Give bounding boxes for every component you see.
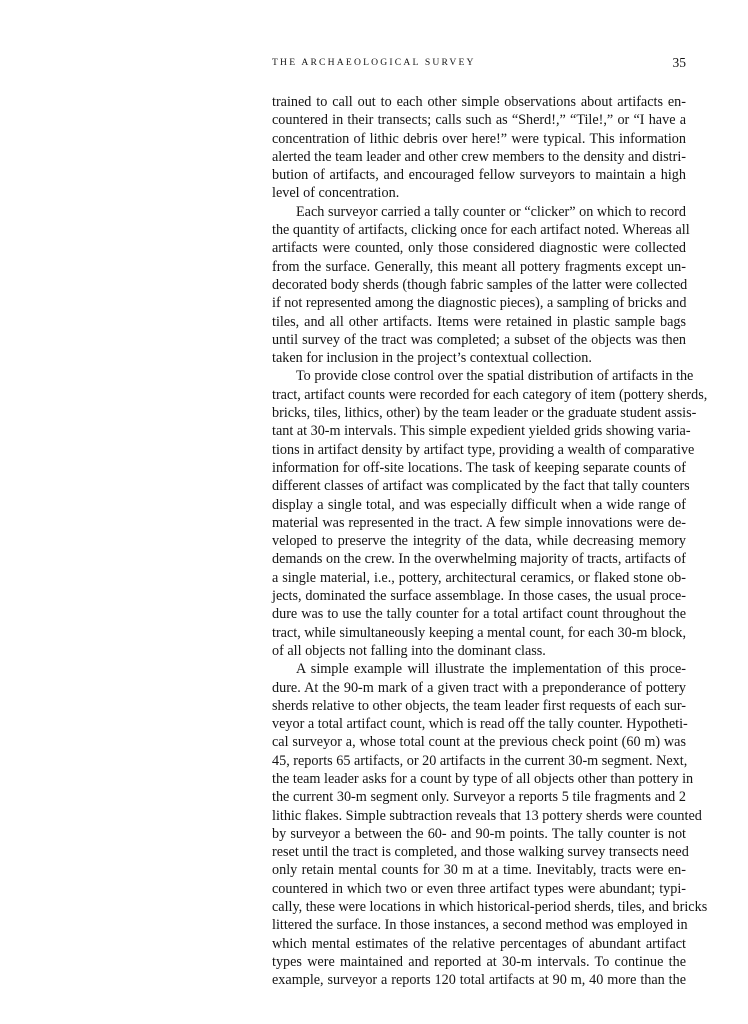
text-line: tions in artifact density by artifact type, providing a wealth of comparative xyxy=(272,441,695,458)
text-line: level of concentration. xyxy=(272,185,400,202)
paragraph-1 xyxy=(272,93,686,203)
text-line: demands on the crew. In the overwhelming majority of tracts, artifacts of xyxy=(272,551,686,568)
body-text xyxy=(272,93,708,990)
text-line: from the surface. Generally, this meant all pottery fragments except un- xyxy=(272,258,686,275)
text-line: tiles, and all other artifacts. Items were retained in plastic sample bags xyxy=(272,313,686,330)
text-line: artifacts were counted, only those considered diagnostic were collected xyxy=(272,240,686,257)
paragraph-4 xyxy=(272,660,708,989)
text-line: reset until the tract is completed, and those walking survey transects need xyxy=(272,844,689,861)
text-line: countered in their transects; calls such as “Sherd!,” “Tile!,” or “I have a xyxy=(272,112,686,129)
text-line: by surveyor a between the 60- and 90-m points. The tally counter is not xyxy=(272,825,686,842)
text-line: sherds relative to other objects, the team leader first requests of each sur- xyxy=(272,697,686,714)
text-line: concentration of lithic debris over here!” were typical. This information xyxy=(272,130,686,147)
text-line: example, surveyor a reports 120 total artifacts at 90 m, 40 more than the xyxy=(272,972,686,989)
text-line: a single material, i.e., pottery, architectural ceramics, or flaked stone ob- xyxy=(272,569,686,586)
text-line: tract, while simultaneously keeping a mental count, for each 30-m block, xyxy=(272,624,687,641)
text-line: which mental estimates of the relative percentages of abundant artifact xyxy=(272,935,686,952)
text-line: decorated body sherds (though fabric samples of the latter were collected xyxy=(272,276,688,293)
text-line: cally, these were locations in which historical-period sherds, tiles, and bricks xyxy=(272,899,708,916)
text-line: A simple example will illustrate the implementation of this proce- xyxy=(296,661,686,678)
text-line: different classes of artifact was complicated by the fact that tally counters xyxy=(272,478,690,495)
text-line: lithic flakes. Simple subtraction reveals that 13 pottery sherds were counted xyxy=(272,807,702,824)
text-line: dure was to use the tally counter for a total artifact count throughout the xyxy=(272,606,686,623)
text-line: 45, reports 65 artifacts, or 20 artifacts in the current 30-m segment. Next, xyxy=(272,752,688,769)
text-line: of all objects not falling into the dominant class. xyxy=(272,642,546,659)
text-line: information for off-site locations. The task of keeping separate counts of xyxy=(272,459,686,476)
text-line: To provide close control over the spatial distribution of artifacts in the xyxy=(296,368,694,385)
text-line: veloped to preserve the integrity of the data, while decreasing memory xyxy=(272,533,686,550)
text-line: types were maintained and reported at 30-m intervals. To continue the xyxy=(272,953,686,970)
text-line: alerted the team leader and other crew members to the density and distri- xyxy=(272,148,686,165)
paragraph-2 xyxy=(272,203,690,368)
text-line: until survey of the tract was completed; a subset of the objects was then xyxy=(272,331,686,348)
text-line: veyor a total artifact count, which is read off the tally counter. Hypotheti- xyxy=(272,716,688,733)
running-head-title: THE ARCHAEOLOGICAL SURVEY xyxy=(272,57,476,68)
text-line: tant at 30-m intervals. This simple expedient yielded grids showing varia- xyxy=(272,423,691,440)
text-line: countered in which two or even three artifact types were abundant; typi- xyxy=(272,880,686,897)
text-line: cal surveyor a, whose total count at the previous check point (60 m) was xyxy=(272,734,686,751)
running-head xyxy=(272,57,686,73)
text-line: the team leader asks for a count by type of all objects other than pottery in xyxy=(272,770,694,787)
text-line: only retain mental counts for 30 m at a time. Inevitably, tracts were en- xyxy=(272,862,686,879)
text-line: dure. At the 90-m mark of a given tract with a preponderance of pottery xyxy=(272,679,686,696)
text-line: material was represented in the tract. A few simple innovations were de- xyxy=(272,514,686,531)
text-line: bution of artifacts, and encouraged fellow surveyors to maintain a high xyxy=(272,167,686,184)
text-line: the quantity of artifacts, clicking once for each artifact noted. Whereas all xyxy=(272,222,690,239)
text-line: Each surveyor carried a tally counter or “clicker” on which to record xyxy=(296,203,686,220)
text-line: taken for inclusion in the project’s contextual collection. xyxy=(272,350,592,367)
text-line: bricks, tiles, lithics, other) by the team leader or the graduate student assis- xyxy=(272,405,697,422)
paragraph-3 xyxy=(272,367,708,660)
text-line: the current 30-m segment only. Surveyor a reports 5 tile fragments and 2 xyxy=(272,789,686,806)
text-line: display a single total, and was especially difficult when a wide range of xyxy=(272,496,686,513)
text-line: tract, artifact counts were recorded for each category of item (pottery sherds, xyxy=(272,386,708,403)
text-line: littered the surface. In those instances, a second method was employed in xyxy=(272,917,688,934)
text-line: jects, dominated the surface assemblage. In those cases, the usual proce- xyxy=(272,588,686,605)
text-line: if not represented among the diagnostic pieces), a sampling of bricks and xyxy=(272,295,687,312)
text-line: trained to call out to each other simple observations about artifacts en- xyxy=(272,94,686,110)
page-number: 35 xyxy=(672,55,686,70)
